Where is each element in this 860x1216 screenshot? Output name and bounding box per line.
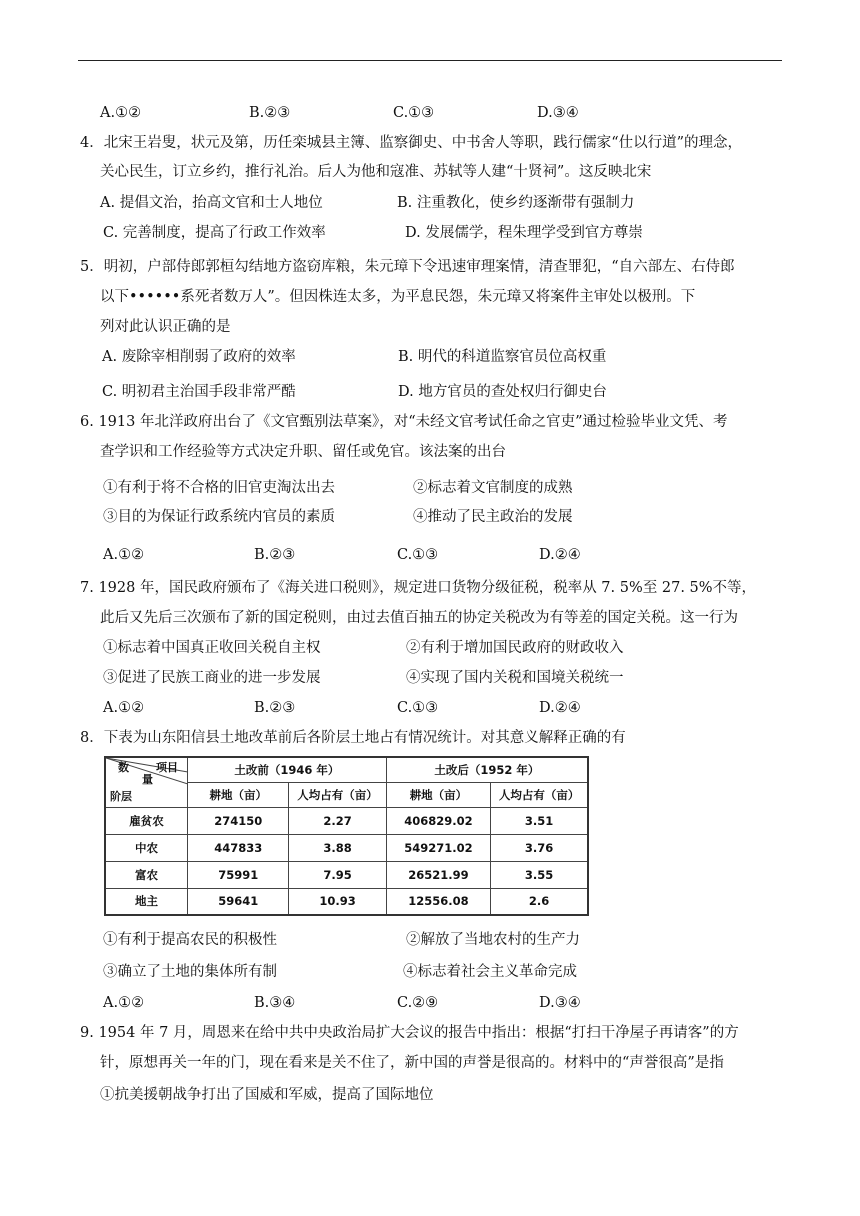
q5-stem-line3: 列对此认识正确的是 <box>100 319 231 335</box>
q6-option-c[interactable]: C.①③ <box>397 547 439 563</box>
corner-label-quantity: 数 <box>118 761 129 774</box>
cell-after-land: 406829.02 <box>386 807 491 834</box>
q5-option-d[interactable]: D. 地方官员的查处权归行御史台 <box>398 384 607 400</box>
q8-item-2: ②解放了当地农村的生产力 <box>406 932 580 948</box>
cell-after-per: 3.55 <box>491 861 588 888</box>
q7-item-1: ①标志着中国真正收回关税自主权 <box>103 640 321 656</box>
q4-option-d[interactable]: D. 发展儒学，程朱理学受到官方尊崇 <box>405 225 643 241</box>
cell-after-land: 26521.99 <box>386 861 491 888</box>
cell-class: 地主 <box>105 888 188 915</box>
corner-label-amount: 量 <box>142 773 153 786</box>
cell-after-land: 549271.02 <box>386 834 491 861</box>
q5-stem-line1: 5．明初，户部侍郎郭桓勾结地方盗窃库粮，朱元璋下令迅速审理案情，清查罪犯，“自六部左、右侍郎 <box>80 259 735 275</box>
q7-item-3: ③促进了民族工商业的进一步发展 <box>103 670 321 686</box>
cell-after-per: 3.51 <box>491 807 588 834</box>
q4-option-c[interactable]: C. 完善制度，提高了行政工作效率 <box>103 225 326 241</box>
q3-option-a[interactable]: A.①② <box>100 105 142 121</box>
q6-item-4: ④推动了民主政治的发展 <box>413 509 573 525</box>
q5-stem-line2: 以下••••••系死者数万人”。但因株连太多，为平息民怨，朱元璋又将案件主审处以极刑。下 <box>100 289 696 305</box>
q5-option-a[interactable]: A. 废除宰相削弱了政府的效率 <box>102 349 296 365</box>
q8-option-d[interactable]: D.③④ <box>539 995 581 1011</box>
corner-label-item: 项目 <box>156 761 178 774</box>
q9-item-1: ①抗美援朝战争打出了国威和军威，提高了国际地位 <box>100 1087 434 1103</box>
q6-option-b[interactable]: B.②③ <box>254 547 296 563</box>
q6-item-1: ①有利于将不合格的旧官吏淘汰出去 <box>103 480 335 496</box>
q8-item-1: ①有利于提高农民的积极性 <box>103 932 277 948</box>
header-rule <box>78 60 782 61</box>
q6-option-d[interactable]: D.②④ <box>539 547 581 563</box>
q7-option-c[interactable]: C.①③ <box>397 700 439 716</box>
q9-stem-line1: 9. 1954 年 7 月，周恩来在给中共中央政治局扩大会议的报告中指出：根据“打扫干净屋子再请客”的方 <box>80 1025 739 1041</box>
q5-option-b[interactable]: B. 明代的科道监察官员位高权重 <box>398 349 607 365</box>
q4-stem-line1: 4．北宋王岩叟，状元及第，历任栾城县主簿、监察御史、中书舍人等职，践行儒家“仕以行道”的理念， <box>80 135 743 151</box>
q3-option-c[interactable]: C.①③ <box>393 105 435 121</box>
table-row <box>105 861 588 888</box>
q7-stem-line2: 此后又先后三次颁布了新的国定税则，由过去值百抽五的协定关税改为有等差的国定关税。这一行为 <box>100 610 738 626</box>
q8-stem: 8．下表为山东阳信县土地改革前后各阶层土地占有情况统计。对其意义解释正确的有 <box>80 730 626 746</box>
col-per-before: 人均占有（亩） <box>289 782 386 807</box>
q7-option-b[interactable]: B.②③ <box>254 700 296 716</box>
cell-after-per: 2.6 <box>491 888 588 915</box>
q7-stem-line1: 7. 1928 年，国民政府颁布了《海关进口税则》，规定进口货物分级征税，税率从 7. 5%至 27. 5%不等， <box>80 580 757 596</box>
cell-before-per: 2.27 <box>289 807 386 834</box>
q8-item-4: ④标志着社会主义革命完成 <box>403 964 577 980</box>
cell-before-per: 7.95 <box>289 861 386 888</box>
table-row <box>105 834 588 861</box>
q8-option-c[interactable]: C.②⑨ <box>397 995 439 1011</box>
cell-before-land: 75991 <box>188 861 289 888</box>
cell-class: 雇贫农 <box>105 807 188 834</box>
table-row <box>105 807 588 834</box>
q7-option-a[interactable]: A.①② <box>103 700 145 716</box>
q8-option-b[interactable]: B.③④ <box>254 995 296 1011</box>
cell-before-land: 274150 <box>188 807 289 834</box>
cell-after-per: 3.76 <box>491 834 588 861</box>
q5-option-c[interactable]: C. 明初君主治国手段非常严酷 <box>102 384 296 400</box>
q8-option-a[interactable]: A.①② <box>103 995 145 1011</box>
cell-after-land: 12556.08 <box>386 888 491 915</box>
q4-option-a[interactable]: A. 提倡文治，抬高文官和士人地位 <box>100 195 323 211</box>
cell-before-land: 59641 <box>188 888 289 915</box>
table-corner-header <box>105 757 188 807</box>
cell-before-per: 10.93 <box>289 888 386 915</box>
corner-label-class: 阶层 <box>110 790 132 803</box>
q7-item-4: ④实现了国内关税和国境关税统一 <box>406 670 624 686</box>
q6-stem-line1: 6. 1913 年北洋政府出台了《文官甄别法草案》，对“未经文官考试任命之官吏”通过检验毕业文凭、考 <box>80 414 728 430</box>
header-after: 土改后（1952 年） <box>386 757 588 782</box>
cell-before-land: 447833 <box>188 834 289 861</box>
q3-option-d[interactable]: D.③④ <box>537 105 579 121</box>
q7-option-d[interactable]: D.②④ <box>539 700 581 716</box>
cell-before-per: 3.88 <box>289 834 386 861</box>
q6-item-2: ②标志着文官制度的成熟 <box>413 480 573 496</box>
q4-stem-line2: 关心民生，订立乡约，推行礼治。后人为他和寇准、苏轼等人建“十贤祠”。这反映北宋 <box>100 164 652 180</box>
cell-class: 富农 <box>105 861 188 888</box>
q8-item-3: ③确立了土地的集体所有制 <box>103 964 277 980</box>
col-land-after: 耕地（亩） <box>386 782 491 807</box>
col-land-before: 耕地（亩） <box>188 782 289 807</box>
q7-item-2: ②有利于增加国民政府的财政收入 <box>406 640 624 656</box>
q6-item-3: ③目的为保证行政系统内官员的素质 <box>103 509 335 525</box>
land-ownership-table <box>104 756 589 916</box>
table-row <box>105 888 588 915</box>
cell-class: 中农 <box>105 834 188 861</box>
q6-stem-line2: 查学识和工作经验等方式决定升职、留任或免官。该法案的出台 <box>100 444 506 460</box>
q6-option-a[interactable]: A.①② <box>103 547 145 563</box>
q4-option-b[interactable]: B. 注重教化，使乡约逐渐带有强制力 <box>397 195 635 211</box>
header-before: 土改前（1946 年） <box>188 757 387 782</box>
q9-stem-line2: 针，原想再关一年的门，现在看来是关不住了，新中国的声誉是很高的。材料中的“声誉很高”是指 <box>100 1055 724 1071</box>
q3-option-b[interactable]: B.②③ <box>249 105 291 121</box>
col-per-after: 人均占有（亩） <box>491 782 588 807</box>
